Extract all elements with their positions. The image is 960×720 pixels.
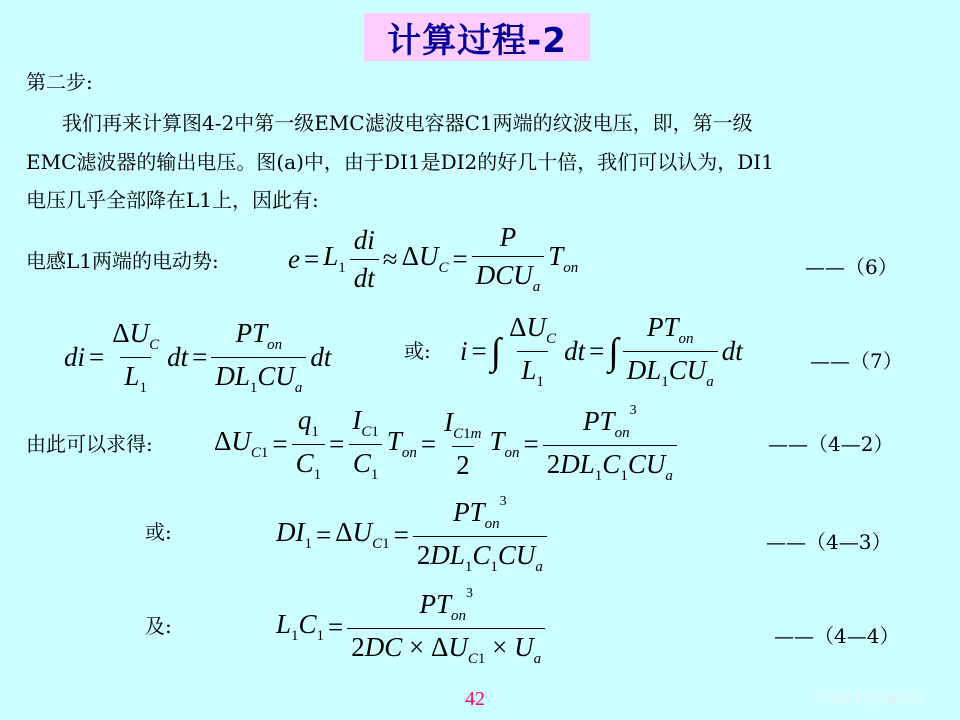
eq7-number: ——（7）: [810, 349, 903, 373]
equation-7-left: di = $\frac{\Delta U_C}{L_1}$ dt = $\frac{PT_{on}}{DL_1CU_a}$ dt: [64, 318, 332, 396]
equation-6: e = $L_1$ $\frac{di}{dt}$ ≈ $\Delta U_C$ = $\frac{P}{DCU_a}$ $T_{on}$: [288, 222, 579, 295]
paragraph-line-2: EMC滤波器的输出电压。图(a)中，由于DI1是DI2的好几十倍，我们可以认为，DI1: [26, 150, 774, 174]
eq6-label: 电感L1两端的电动势:: [26, 249, 219, 273]
eq42-number: ——（4—2）: [768, 432, 894, 456]
equation-4-3: $DI_1$ = $\Delta U_{C1}$ = $\frac{PT_{on}^3}{2DL_1C_1CU_a}$: [274, 494, 549, 576]
equation-7-right: i = ∫ $\frac{\Delta U_C}{L_1}$ dt = ∫ $\frac{PT_{on}}{DL_1CU_a}$ dt: [460, 312, 743, 390]
step-label: 第二步:: [26, 70, 93, 94]
equation-4-4: $L_1C_1$ = $\frac{PT_{on}^3}{2DC \times \Delta U_{C1} \times U_a}$: [274, 586, 547, 668]
slide-title: 计算过程-2: [364, 13, 590, 61]
eq43-label: 或:: [145, 520, 172, 544]
eq44-number: ——（4—4）: [774, 624, 900, 648]
eq42-label: 由此可以求得:: [26, 432, 153, 456]
eq6-number: ——（6）: [805, 255, 898, 279]
paragraph-line-3: 电压几乎全部降在L1上，因此有:: [26, 188, 319, 212]
eq44-label: 及:: [145, 614, 172, 638]
equation-4-2: $\Delta U_{C1}$ = $\frac{q_1}{C_1}$ = $\frac{I_{C1}}{C_1}$ $T_{on}$ = $\frac{I_{C1m}}{2}$ $T_{on}$ = $\frac{PT_{on}^3}{2DL_1C_1CU_a}$: [212, 403, 679, 485]
paragraph-line-1: 我们再来计算图4-2中第一级EMC滤波电容器C1两端的纹波电压，即，第一级: [62, 111, 753, 135]
csdn-watermark: CSDN @ltqshs: [818, 690, 920, 707]
page-number: 42: [465, 688, 485, 710]
eq7-or-label: 或:: [404, 339, 431, 363]
eq43-number: ——（4—3）: [766, 530, 892, 554]
